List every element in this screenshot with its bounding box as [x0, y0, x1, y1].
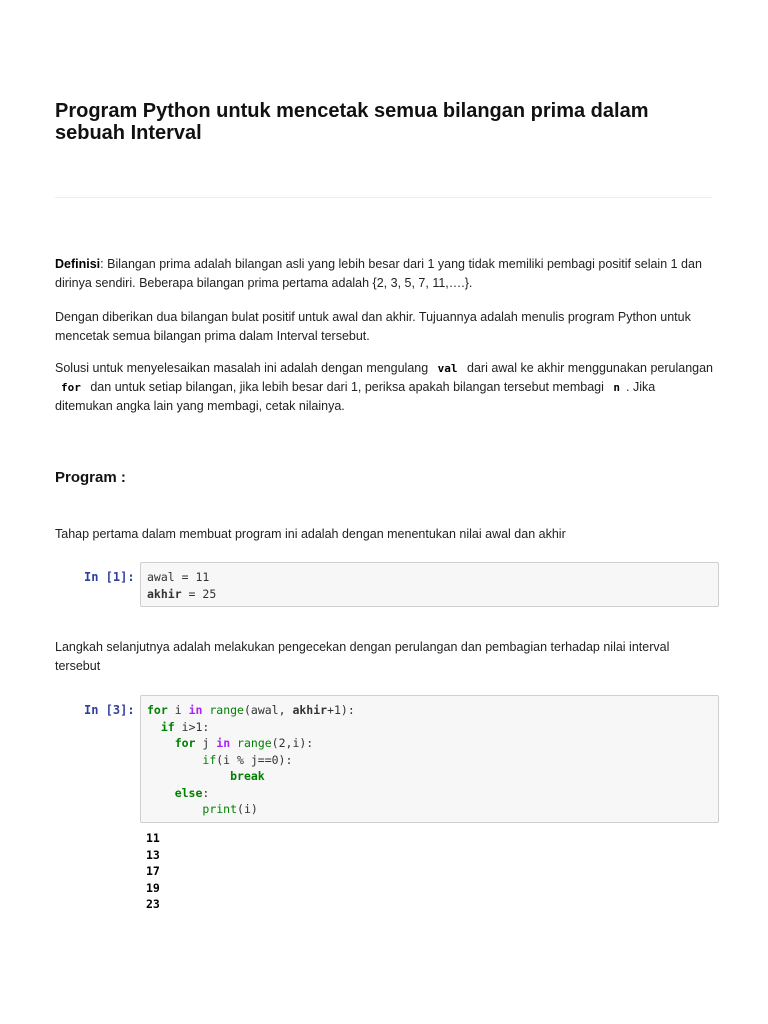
code-for: for — [61, 381, 81, 394]
assign-awal: = 11 — [174, 570, 210, 584]
page-title: Program Python untuk mencetak semua bilangan prima dalam sebuah Interval — [55, 100, 649, 144]
code-line — [147, 785, 712, 802]
step1-text: Tahap pertama dalam membuat program ini adalah dengan menentukan nilai awal dan akhir — [55, 527, 566, 541]
code-val: val — [437, 362, 458, 375]
kw-if: if — [202, 752, 217, 767]
fn-print: print — [202, 802, 238, 816]
output-line: 23 — [146, 897, 160, 911]
kw-for: for — [147, 703, 168, 717]
code-token: j — [195, 736, 217, 750]
fn-range: range — [230, 736, 272, 750]
code-n: n — [613, 381, 620, 394]
definition-text: : Bilangan prima adalah bilangan asli yang lebih besar dari 1 yang tidak memiliki pembagi positif selain 1 dan dirinya sendiri. Beberapa bilangan prima pertama adalah {2, 3, 5, 7, 11,….}. — [55, 257, 702, 290]
code-token: (2,i): — [271, 736, 314, 750]
code-token: i — [167, 703, 189, 717]
code-line — [147, 719, 712, 736]
solution-text-c: dan untuk setiap bilangan, jika lebih besar dari 1, periksa apakah bilangan tersebut membagi — [90, 380, 604, 394]
code-token: : — [202, 785, 210, 800]
code-line — [147, 768, 712, 785]
code-token: (i) — [237, 802, 258, 816]
output-line: 17 — [146, 864, 160, 878]
code-line — [147, 586, 712, 603]
code-line — [147, 752, 712, 769]
fn-range: range — [202, 703, 244, 717]
output-line: 13 — [146, 847, 160, 862]
code-line — [147, 801, 712, 818]
section-heading: Program : — [55, 469, 126, 486]
cell2-output — [146, 830, 160, 913]
code-token: +1): — [327, 703, 355, 717]
var-akhir: akhir — [292, 703, 328, 717]
solution-text-b: dari awal ke akhir menggunakan perulangan — [467, 361, 714, 375]
definition-paragraph — [55, 255, 715, 293]
solution-text-d: . Jika ditemukan angka lain yang membagi, cetak nilainya. — [55, 380, 656, 413]
kw-for: for — [174, 736, 196, 750]
solution-text-a: Solusi untuk menyelesaikan masalah ini adalah dengan mengulang — [55, 361, 429, 375]
code-line — [147, 702, 712, 719]
code-line — [147, 569, 712, 586]
cell1-prompt: In [1]: — [84, 570, 135, 584]
intro-paragraph: Dengan diberikan dua bilangan bulat positif untuk awal dan akhir. Tujuannya adalah menulis program Python untuk mencetak semua bilangan prima dalam Interval tersebut. — [55, 310, 691, 343]
code-cell-1[interactable] — [140, 562, 719, 607]
code-token: i>1: — [174, 719, 210, 734]
assign-akhir: = 25 — [181, 586, 217, 601]
cell2-prompt: In [3]: — [84, 703, 135, 717]
kw-if: if — [160, 719, 175, 734]
var-akhir: akhir — [147, 586, 182, 601]
code-token: (i % j==0): — [216, 752, 293, 767]
kw-else: else — [174, 785, 203, 800]
op-in: in — [216, 736, 231, 750]
op-in: in — [188, 703, 203, 717]
var-awal: awal — [147, 570, 175, 584]
code-token: (awal, — [243, 703, 293, 717]
output-line: 19 — [146, 880, 160, 895]
kw-break: break — [230, 769, 265, 783]
step2-text: Langkah selanjutnya adalah melakukan pengecekan dengan perulangan dan pembagian terhadap nilai interval tersebut — [55, 640, 670, 673]
output-line: 11 — [146, 831, 160, 845]
divider — [55, 197, 712, 198]
code-line — [147, 735, 712, 752]
definition-label: Definisi — [55, 257, 101, 271]
code-cell-2[interactable] — [140, 695, 719, 823]
solution-paragraph — [55, 359, 715, 416]
